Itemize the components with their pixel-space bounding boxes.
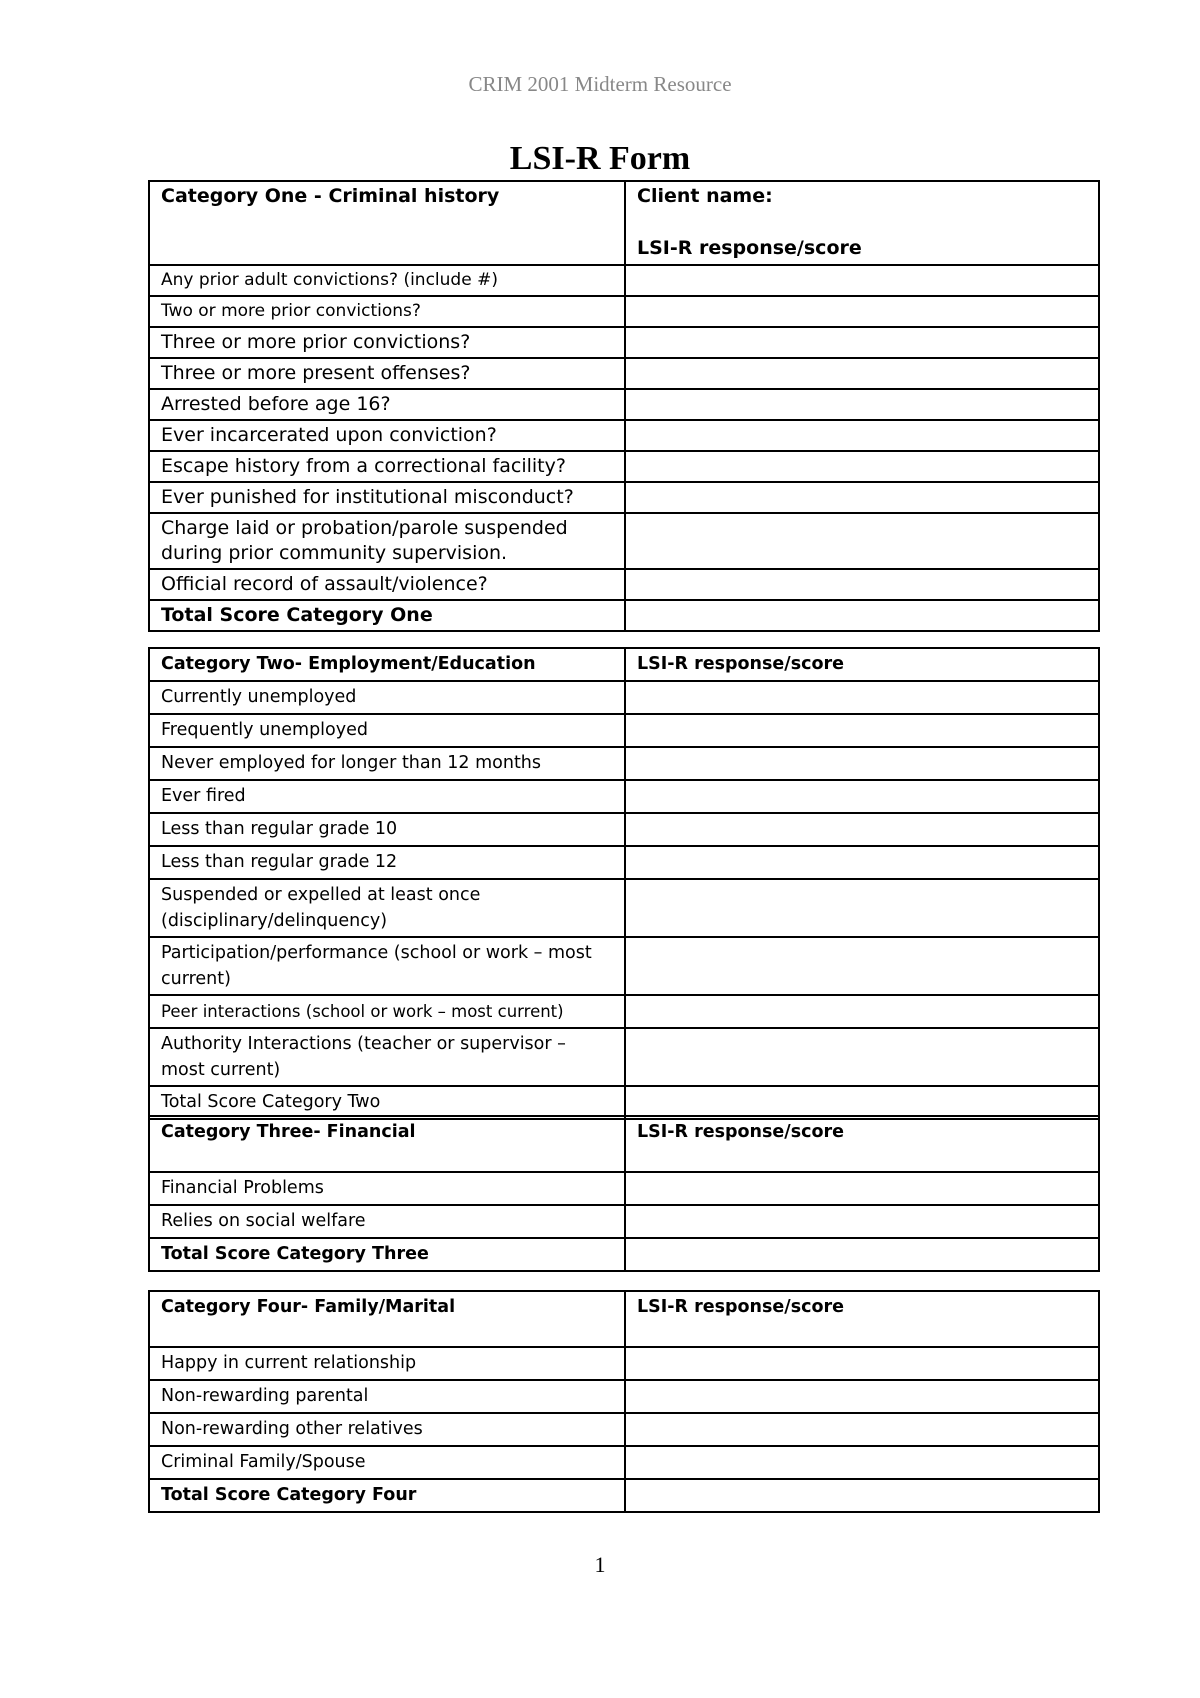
score-cell[interactable] <box>625 879 1099 937</box>
score-cell[interactable] <box>625 327 1099 358</box>
question-label: Currently unemployed <box>149 681 625 714</box>
table-row <box>149 569 1099 600</box>
total-label: Total Score Category Three <box>149 1238 625 1271</box>
score-cell[interactable] <box>625 451 1099 482</box>
score-cell[interactable] <box>625 420 1099 451</box>
question-label: Participation/performance (school or work – most current) <box>149 937 625 995</box>
score-cell[interactable] <box>625 482 1099 513</box>
score-cell[interactable] <box>625 714 1099 747</box>
question-label: Financial Problems <box>149 1172 625 1205</box>
category-three-header-row <box>149 1116 1099 1172</box>
score-cell[interactable] <box>625 1446 1099 1479</box>
table-row <box>149 513 1099 569</box>
question-label: Less than regular grade 10 <box>149 813 625 846</box>
table-row <box>149 1413 1099 1446</box>
table-row <box>149 296 1099 327</box>
response-label: LSI-R response/score <box>625 648 1099 681</box>
total-score-cell[interactable] <box>625 1238 1099 1271</box>
total-score-cell[interactable] <box>625 1479 1099 1512</box>
table-row <box>149 265 1099 296</box>
question-label: Suspended or expelled at least once (disciplinary/delinquency) <box>149 879 625 937</box>
table-row <box>149 358 1099 389</box>
question-label: Charge laid or probation/parole suspended during prior community supervision. <box>149 513 625 569</box>
category-one-header-row <box>149 181 1099 265</box>
total-row <box>149 1238 1099 1271</box>
question-label: Escape history from a correctional facility? <box>149 451 625 482</box>
table-row <box>149 420 1099 451</box>
question-label: Less than regular grade 12 <box>149 846 625 879</box>
question-label: Three or more present offenses? <box>149 358 625 389</box>
category-two-header-row <box>149 648 1099 681</box>
score-cell[interactable] <box>625 513 1099 569</box>
question-label: Non-rewarding parental <box>149 1380 625 1413</box>
table-row <box>149 714 1099 747</box>
category-two-heading: Category Two- Employment/Education <box>149 648 625 681</box>
score-cell[interactable] <box>625 813 1099 846</box>
table-row <box>149 1380 1099 1413</box>
question-label: Happy in current relationship <box>149 1347 625 1380</box>
question-label: Frequently unemployed <box>149 714 625 747</box>
question-label: Authority Interactions (teacher or supervisor – most current) <box>149 1028 625 1086</box>
table-row <box>149 937 1099 995</box>
table-row <box>149 451 1099 482</box>
category-four-table <box>148 1290 1100 1513</box>
question-label: Ever punished for institutional misconduct? <box>149 482 625 513</box>
response-label: LSI-R response/score <box>625 1291 1099 1347</box>
question-label: Official record of assault/violence? <box>149 569 625 600</box>
total-row <box>149 600 1099 631</box>
response-label: LSI-R response/score <box>637 237 862 259</box>
table-row <box>149 747 1099 780</box>
table-row <box>149 482 1099 513</box>
category-one-header-response <box>625 181 1099 265</box>
table-row <box>149 681 1099 714</box>
page-number: 1 <box>594 1552 606 1577</box>
table-row <box>149 813 1099 846</box>
score-cell[interactable] <box>625 995 1099 1028</box>
table-row <box>149 1205 1099 1238</box>
score-cell[interactable] <box>625 296 1099 327</box>
response-label: LSI-R response/score <box>625 1116 1099 1172</box>
total-label: Total Score Category Four <box>149 1479 625 1512</box>
score-cell[interactable] <box>625 780 1099 813</box>
score-cell[interactable] <box>625 1205 1099 1238</box>
total-label: Total Score Category One <box>149 600 625 631</box>
total-row <box>149 1479 1099 1512</box>
question-label: Ever incarcerated upon conviction? <box>149 420 625 451</box>
question-label: Arrested before age 16? <box>149 389 625 420</box>
score-cell[interactable] <box>625 1413 1099 1446</box>
table-row <box>149 780 1099 813</box>
table-row <box>149 1446 1099 1479</box>
table-row <box>149 1028 1099 1086</box>
table-row <box>149 1347 1099 1380</box>
score-cell[interactable] <box>625 846 1099 879</box>
score-cell[interactable] <box>625 358 1099 389</box>
table-row <box>149 995 1099 1028</box>
score-cell[interactable] <box>625 1347 1099 1380</box>
score-cell[interactable] <box>625 1028 1099 1086</box>
score-cell[interactable] <box>625 1172 1099 1205</box>
question-label: Peer interactions (school or work – most current) <box>149 995 625 1028</box>
score-cell[interactable] <box>625 1380 1099 1413</box>
score-cell[interactable] <box>625 265 1099 296</box>
question-label: Relies on social welfare <box>149 1205 625 1238</box>
score-cell[interactable] <box>625 747 1099 780</box>
total-label: Total Score Category Two <box>149 1086 625 1119</box>
question-label: Criminal Family/Spouse <box>149 1446 625 1479</box>
question-label: Three or more prior convictions? <box>149 327 625 358</box>
category-four-heading: Category Four- Family/Marital <box>149 1291 625 1347</box>
table-row <box>149 1172 1099 1205</box>
category-one-table <box>148 180 1100 632</box>
category-one-heading: Category One - Criminal history <box>149 181 625 265</box>
question-label: Non-rewarding other relatives <box>149 1413 625 1446</box>
category-three-table <box>148 1115 1100 1272</box>
total-score-cell[interactable] <box>625 600 1099 631</box>
category-three-heading: Category Three- Financial <box>149 1116 625 1172</box>
category-two-table <box>148 647 1100 1120</box>
table-row <box>149 879 1099 937</box>
table-row <box>149 327 1099 358</box>
category-four-header-row <box>149 1291 1099 1347</box>
score-cell[interactable] <box>625 389 1099 420</box>
table-row <box>149 846 1099 879</box>
score-cell[interactable] <box>625 681 1099 714</box>
question-label: Ever fired <box>149 780 625 813</box>
question-label: Two or more prior convictions? <box>149 296 625 327</box>
question-label: Never employed for longer than 12 months <box>149 747 625 780</box>
running-header: CRIM 2001 Midterm Resource <box>468 72 732 96</box>
score-cell[interactable] <box>625 937 1099 995</box>
table-row <box>149 389 1099 420</box>
question-label: Any prior adult convictions? (include #) <box>149 265 625 296</box>
form-title: LSI-R Form <box>509 140 691 177</box>
score-cell[interactable] <box>625 569 1099 600</box>
client-name-label: Client name: <box>637 185 773 207</box>
